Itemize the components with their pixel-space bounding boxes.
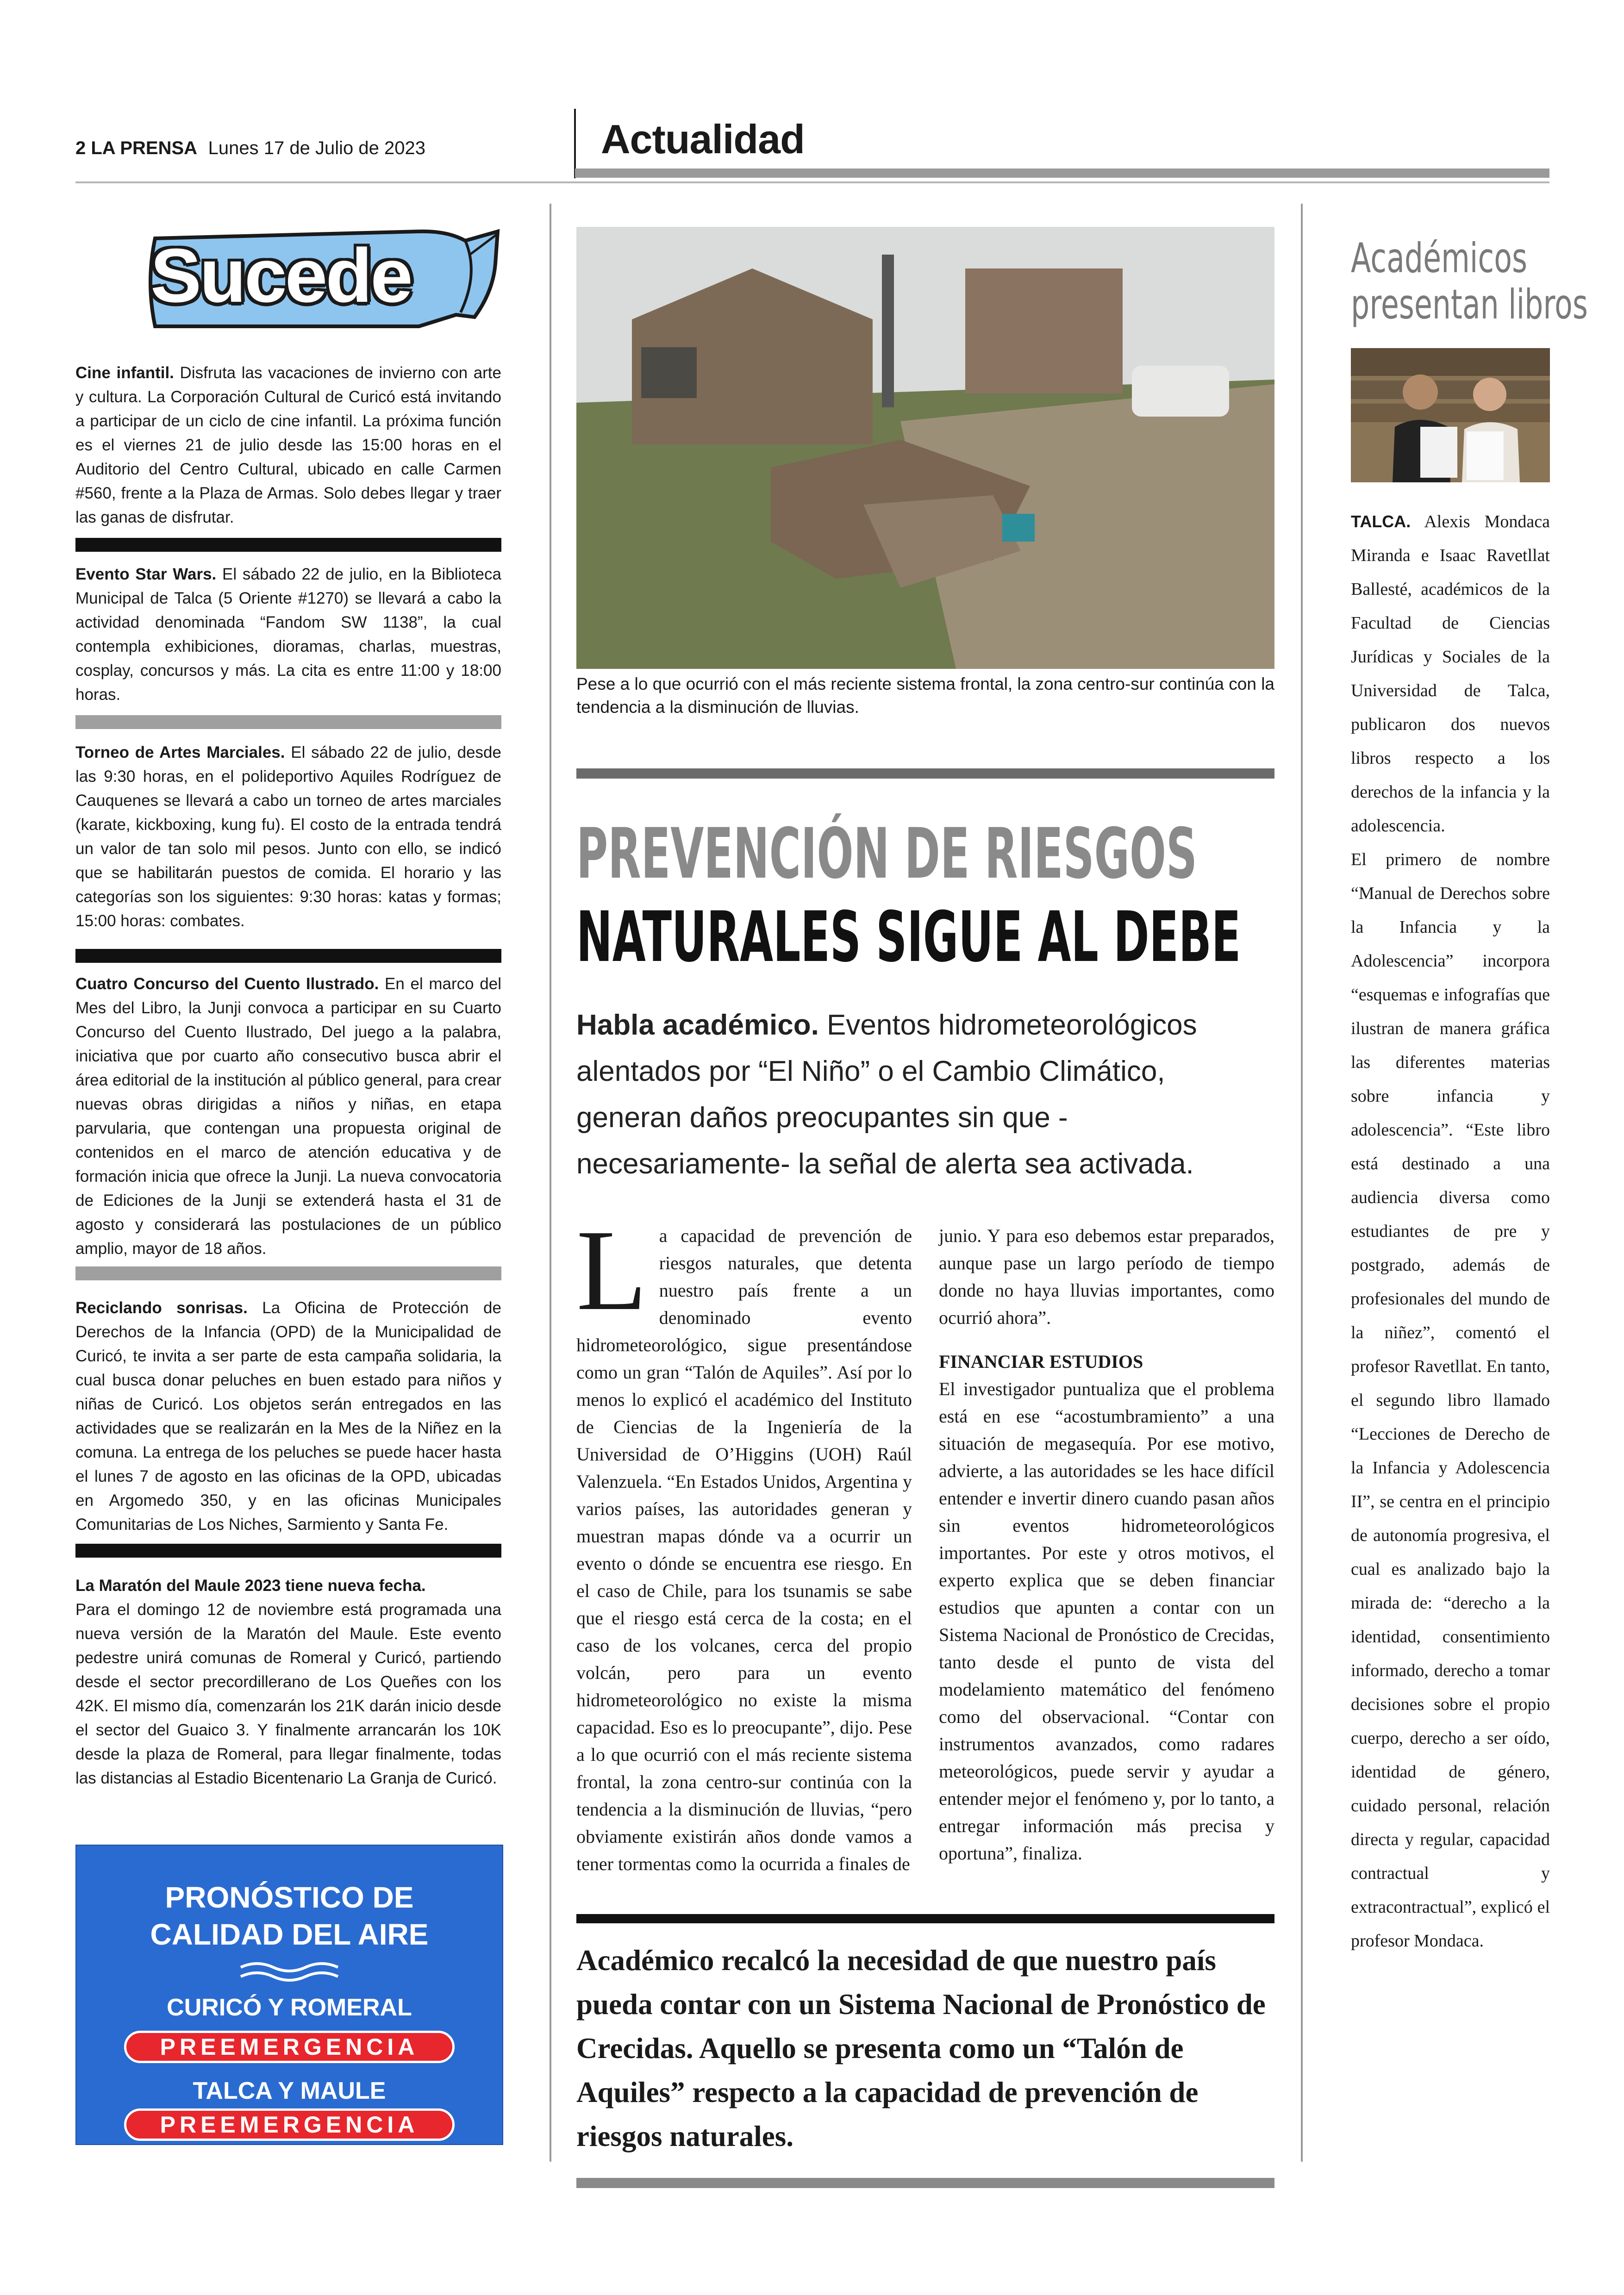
event-text: El sábado 22 de julio, desde las 9:30 horas, en el polideportivo Aquiles Rodríguez de Cauquenes se llevará a cabo un torneo de artes marciales (karate, kickboxing, kung fu). El costo de la entrada tendrá un valor de tan solo mil pesos. Junto con ello, se indicó que se habilitarán puestos de comida. El horario y las categorías son los siguientes: 9:30 horas: katas y formas; 15:00 horas: combates. — [75, 743, 501, 930]
air-city-1: CURICÓ Y ROMERAL — [167, 1994, 412, 2021]
event-title: La Maratón del Maule 2023 tiene nueva fecha. — [75, 1577, 426, 1595]
lede-label: Habla académico. — [576, 1009, 819, 1041]
event-title: Cuatro Concurso del Cuento Ilustrado. — [75, 975, 379, 993]
story-body-column-1 — [576, 1206, 912, 1877]
headline-line1: PREVENCIÓN DE RIESGOS — [576, 814, 1197, 894]
event-title: Evento Star Wars. — [75, 565, 217, 583]
body-text: a capacidad de prevención de riesgos naturales, que detenta nuestro país frente a un denominado evento hidrometeorológico, sigue presentándose como un gran “Talón de Aquiles”. Así por lo menos lo explicó el académico del Instituto de Ciencias de la Ingeniería de la Universidad de O’Higgins (UOH) Raúl Valenzuela. “En Estados Unidos, Argentina y varios países, las autoridades generan y muestran mapas dónde va a ocurrir un evento o dónde se encuentra ese riesgo. En el caso de Chile, para los tsunamis se sabe que el riesgo está cerca de la costa; en el caso de los volcanes, cerca del propio volcán, pero para un evento hidrometeorológico no existe la misma capacidad. Eso es lo preocupante”, dijo. Pese a lo que ocurrió con el más reciente sistema frontal, la zona centro-sur continúa con la tendencia a la disminución de lluvias, “pero obviamente existirán años donde vamos a tener tormentas como la ocurrida a finales de — [576, 1225, 912, 1874]
air-city-2: TALCA Y MAULE — [193, 2077, 386, 2104]
pull-quote: Académico recalcó la necesidad de que nuestro país pueda contar con un Sistema Nacional de Pronóstico de Crecidas. Aquello se presenta como un “Talón de Aquiles” respecto a la capacidad de prevención de riesgos naturales. — [576, 1944, 1266, 2152]
section-title: Actualidad — [601, 116, 805, 162]
drop-cap: L — [576, 1206, 647, 1335]
header-rule — [75, 181, 1549, 183]
air-status-1: PREEMERGENCIA — [124, 2031, 455, 2063]
academics-photo — [1351, 348, 1550, 482]
event-item — [75, 741, 501, 933]
pull-quote-bar — [576, 1914, 1274, 1923]
divider-bar — [75, 949, 501, 963]
event-item — [75, 1574, 501, 1790]
lede-text: Eventos hidrometeorológicos alentados por “El Niño” o el Cambio Climático, generan daños preocupantes sin que -necesariamente- la señal de alerta sea activada. — [576, 1009, 1197, 1180]
body-text: junio. Y para eso debemos estar preparados, aunque pase un largo período de tiempo donde no haya lluvias importantes, como ocurrió ahora”. — [939, 1225, 1274, 1328]
wave-icon — [238, 1959, 340, 1982]
body-text: El investigador puntualiza que el problema está en ese “acostumbramiento” a una situación de megasequía. Por ese motivo, advierte, a las autoridades se les hace difícil entender e invertir dinero cuando pasan años sin eventos hidrometeorológicos importantes. Por este y otros motivos, el experto explica que se deben financiar estudios que apunten a contar con un Sistema Nacional de Pronóstico de Crecidas, tanto desde el punto de vista del modelamiento matemático del fenómeno como del observacional. “Contar con instrumentos avanzados, como radares meteorológicos, puede servir y ayudar a entender mejor el fenómeno y, por lo tanto, a entregar información más precisa y oportuna”, finaliza. — [939, 1378, 1274, 1864]
event-text: La Oficina de Protección de Derechos de la Infancia (OPD) de la Municipalidad de Curicó, te invita a ser parte de esta campaña solidaria, la cual busca donar peluches en buen estado para niños y niñas de Curicó. Los objetos serán entregados en las actividades que se realizarán en la Mes de la Niñez en la comuna. La entrega de los peluches se puede hacer hasta el lunes 7 de agosto en las oficinas de la OPD, ubicadas en Argomedo 350, y en las oficinas Municipales Comunitarias de Los Niches, Sarmiento y Santa Fe. — [75, 1299, 501, 1534]
side-headline — [1351, 235, 1588, 328]
story-body-column-2 — [939, 1222, 1274, 1867]
page-number: 2 — [75, 138, 86, 158]
story-bottom-bar — [576, 2178, 1274, 2188]
photo-caption: Pese a lo que ocurrió con el más reciente sistema frontal, la zona centro-sur continúa con la tendencia a la disminución de lluvias. — [576, 674, 1274, 717]
story-lede — [576, 1002, 1274, 1187]
air-quality-title-line2: CALIDAD DEL AIRE — [150, 1918, 429, 1951]
publication-name: LA PRENSA — [91, 138, 197, 158]
divider-bar — [75, 715, 501, 729]
event-item — [75, 562, 501, 707]
event-text: Disfruta las vacaciones de invierno con arte y cultura. La Corporación Cultural de Curicó está invitando a participar de un ciclo de cine infantil. La próxima función es el viernes 21 de julio desde las 15:00 horas en el Auditorio del Centro Cultural, ubicado en calle Carmen #560, frente a la Plaza de Armas. Solo debes llegar y traer las ganas de disfrutar. — [75, 364, 501, 526]
academics-photo-illustration — [1351, 348, 1550, 482]
side-story-body — [1351, 505, 1550, 1958]
event-text: En el marco del Mes del Libro, la Junji convoca a participar en su Cuarto Concurso del Cuento Ilustrado, Del juego a la palabra, iniciativa que por cuarto año consecutivo busca abrir el área editorial de la institución al público general, para crear nuevas obras dirigidas a niños y niñas, en etapa parvularia, que contengan una propuesta original de contenidos en el marco de atención educativa y de formación inicia que ofrece la Junji. La nueva convocatoria de Ediciones de la Junji se extenderá hasta el 31 de agosto y considerará las postulaciones de un público amplio, mayor de 18 años. — [75, 975, 501, 1258]
divider-bar — [75, 1266, 501, 1280]
event-text: Para el domingo 12 de noviembre está programada una nueva versión de la Maratón del Maule. Este evento pedestre unirá comunas de Romeral y Curicó, partiendo desde el sector precordillerano de Los Queñes con los 42K. El mismo día, comenzarán los 21K darán inicio desde el sector del Guaico 3. Y finalmente arrancarán los 10K desde la plaza de Romeral, para llegar finalmente, todas las distancias al Estadio Bicentenario La Granja de Curicó. — [75, 1601, 501, 1787]
issue-date: Lunes 17 de Julio de 2023 — [208, 138, 425, 158]
side-dateline: TALCA. — [1351, 512, 1411, 531]
event-item — [75, 1296, 501, 1537]
section-bar — [575, 168, 1549, 178]
side-body-text: Alexis Mondaca Miranda e Isaac Ravetllat Ballesté, académicos de la Facultad de Ciencias Jurídicas y Sociales de la Universidad de Talca, publicaron dos nuevos libros respecto a los derechos de la infancia y la adolescencia. — [1351, 512, 1550, 836]
column-divider-left — [550, 204, 551, 2162]
story-top-bar — [576, 768, 1274, 779]
event-item — [75, 361, 501, 530]
air-quality-title — [76, 1879, 502, 1953]
story-subhead: FINANCIAR ESTUDIOS — [939, 1351, 1143, 1372]
headline-line2: NATURALES SIGUE AL DEBE — [576, 897, 1241, 978]
header-divider — [574, 109, 576, 178]
event-title: Reciclando sonrisas. — [75, 1299, 248, 1317]
event-text: El sábado 22 de julio, en la Biblioteca Municipal de Talca (5 Oriente #1270) se llevará a cabo la actividad denominada “Fandom SW 1138”, la cual contempla exhibiciones, dioramas, charlas, muestras, cosplay, concursos y más. La cita es entre 11:00 y 18:00 horas. — [75, 565, 501, 704]
air-quality-box — [75, 1845, 503, 2145]
page-header — [75, 138, 425, 159]
divider-bar — [75, 538, 501, 552]
column-divider-right — [1301, 204, 1303, 2162]
side-body-text-2: El primero de nombre “Manual de Derechos sobre la Infancia y la Adolescencia” incorpora “esquemas e infografías que ilustran de manera gráfica las diferentes materias sobre infancia y adolescencia”. “Este libro está destinado a una audiencia diversa como estudiantes de pre y postgrado, además de profesionales del mundo de la niñez”, comentó el profesor Ravetllat. En tanto, el segundo libro llamado “Lecciones de Derecho de la Infancia y Adolescencia II”, se centra en el principio de autonomía progresiva, el cual es analizado bajo la mirada de: “derecho a la identidad, consentimiento informado, derecho a tomar decisiones sobre el propio cuerpo, derecho a ser oído, identidad de género, cuidado personal, relación directa y regular, capacidad contractual y extracontractual”, explicó el profesor Mondaca. — [1351, 850, 1550, 1951]
air-quality-title-line1: PRONÓSTICO DE — [165, 1881, 414, 1914]
event-title: Torneo de Artes Marciales. — [75, 743, 285, 761]
sucede-logo — [141, 222, 502, 338]
divider-bar — [75, 1544, 501, 1558]
event-title: Cine infantil. — [75, 364, 174, 382]
side-headline-line1: Académicos — [1351, 234, 1528, 282]
flood-photo-illustration — [576, 227, 1274, 669]
air-status-2: PREEMERGENCIA — [124, 2108, 455, 2141]
sucede-logo-text: Sucede — [150, 233, 411, 318]
event-item — [75, 972, 501, 1261]
side-headline-line2: presentan libros — [1351, 281, 1588, 328]
flood-photo — [576, 227, 1274, 669]
